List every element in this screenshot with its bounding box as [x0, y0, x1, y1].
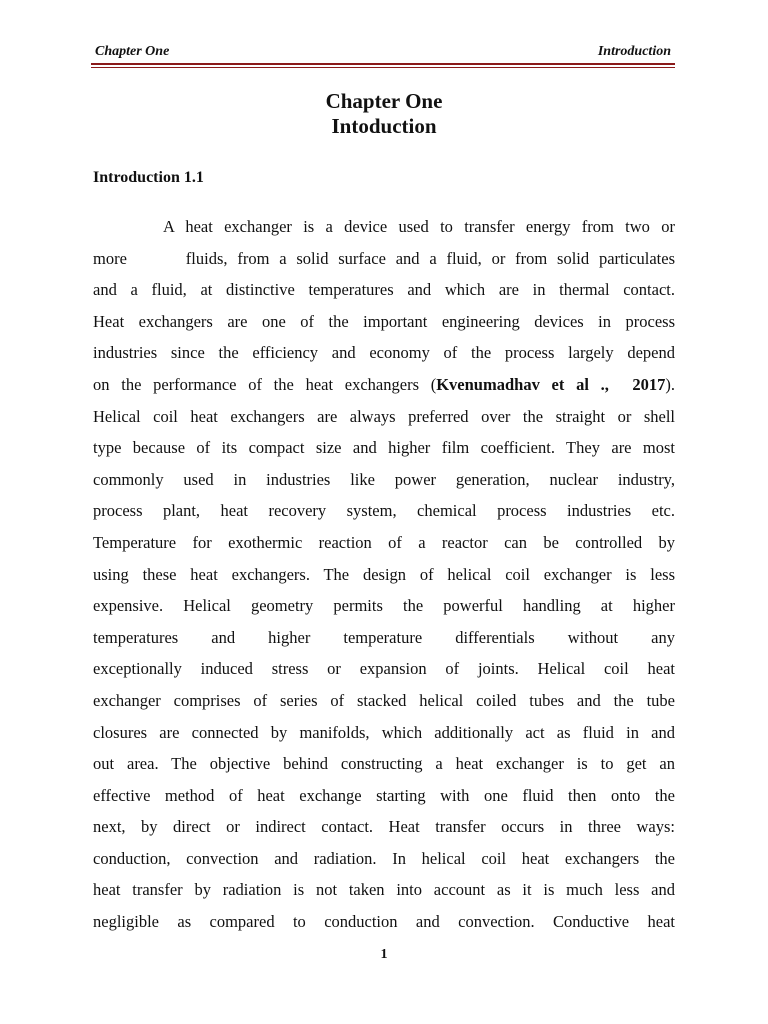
chapter-title: Chapter One	[325, 89, 443, 113]
body-line: next, by direct or indirect contact. Heat transfer occurs in three ways:	[93, 817, 675, 837]
body-line: out area. The objective behind constructing a heat exchanger is to get an	[93, 754, 675, 774]
body-line: conduction, convection and radiation. In helical coil heat exchangers the	[93, 848, 675, 868]
body-line: more fluids, from a solid surface and a fluid, or from solid particulates	[93, 248, 675, 268]
body-line: negligible as compared to conduction and convection. Conductive heat	[93, 912, 675, 932]
body-line: type because of its compact size and higher film coefficient. They are most	[93, 438, 675, 458]
header-section-label: Introduction	[597, 44, 671, 59]
body-line: heat transfer by radiation is not taken into account as it is much less and	[93, 880, 675, 900]
chapter-subtitle: Intoduction	[331, 114, 437, 138]
page-number: 1	[380, 947, 388, 962]
body-line: exceptionally induced stress or expansion of joints. Helical coil heat	[93, 659, 675, 679]
body-line: effective method of heat exchange starting with one fluid then onto the	[93, 785, 675, 805]
body-line: Temperature for exothermic reaction of a reactor can be controlled by	[93, 532, 675, 552]
citation: Kvenumadhav et al ., 2017	[436, 374, 666, 394]
body-line: commonly used in industries like power generation, nuclear industry,	[93, 469, 675, 489]
body-line: process plant, heat recovery system, chemical process industries etc.	[93, 501, 675, 521]
body-line: temperatures and higher temperature differentials without any	[93, 627, 675, 647]
body-text-segment: on the performance of the heat exchangers (	[93, 374, 437, 394]
body-line: Heat exchangers are one of the important engineering devices in process	[93, 311, 675, 331]
body-line: and a fluid, at distinctive temperatures and which are in thermal contact.	[93, 280, 675, 300]
body-line: industries since the efficiency and economy of the process largely depend	[93, 343, 675, 363]
body-line: Helical coil heat exchangers are always preferred over the straight or shell	[93, 406, 675, 426]
body-line: using these heat exchangers. The design of helical coil exchanger is less	[93, 564, 675, 584]
header-rule	[91, 63, 675, 68]
body-paragraph	[93, 211, 675, 938]
body-line: exchanger comprises of series of stacked helical coiled tubes and the tube	[93, 690, 675, 710]
running-header	[91, 42, 675, 62]
body-line-with-citation	[93, 369, 675, 401]
body-line: expensive. Helical geometry permits the powerful handling at higher	[93, 596, 675, 616]
header-chapter-label: Chapter One	[95, 44, 170, 59]
body-line: A heat exchanger is a device used to transfer energy from two or	[163, 217, 675, 236]
section-heading: Introduction 1.1	[93, 169, 204, 186]
body-line: closures are connected by manifolds, which additionally act as fluid in and	[93, 722, 675, 742]
body-text-segment: ).	[665, 374, 676, 394]
